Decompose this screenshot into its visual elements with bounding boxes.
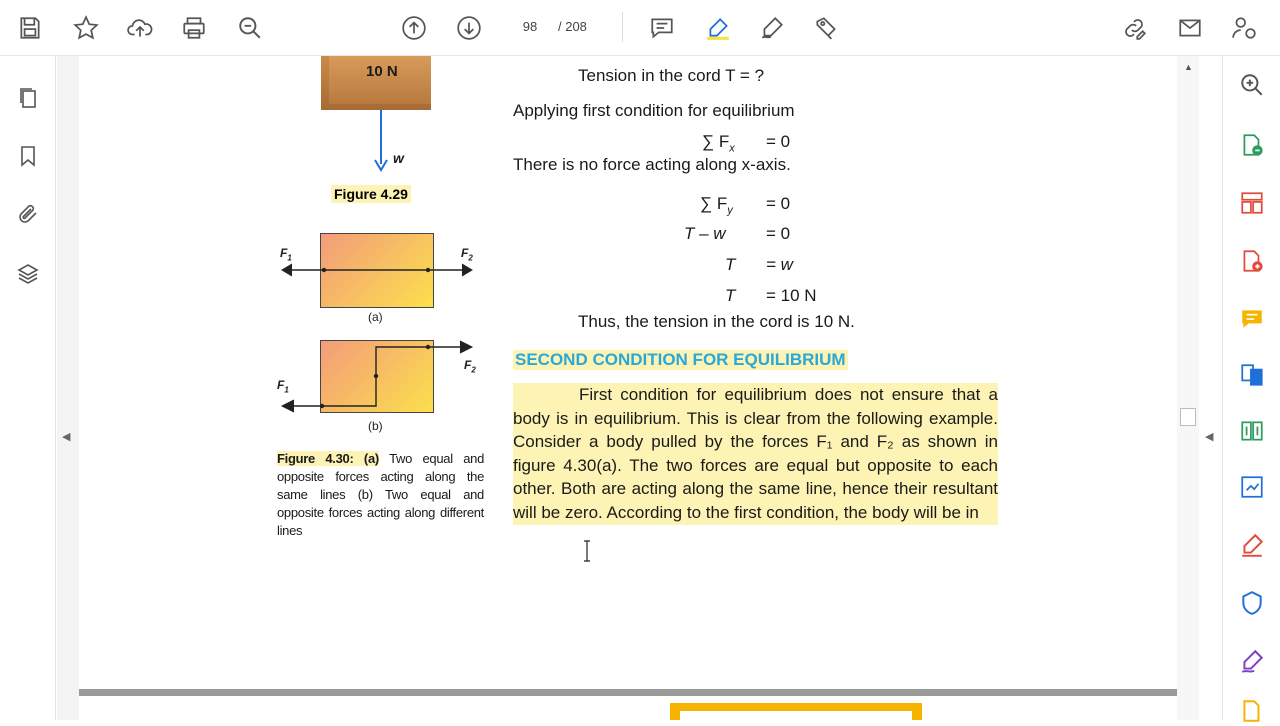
figure-b-f1-label: $F_1$ — [277, 378, 289, 395]
tension-question: Tension in the cord T = ? — [578, 66, 765, 85]
equation-t-minus-w-rhs: = 0 — [766, 224, 791, 243]
comment-tool-icon[interactable] — [1237, 304, 1267, 334]
equation-sum-fy: ∑ $F_y$ — [700, 194, 733, 217]
zoom-search-icon[interactable] — [1237, 70, 1267, 100]
bookmark-star-icon[interactable] — [70, 12, 102, 44]
second-condition-paragraph[interactable]: First condition for equilibrium does not ensure that a body is in equilibrium. This is clear from the following example. Consider a body pulled by the forces F₁ and F₂ as shown in figure 4.30(a). The two forces are equal but opposite to each other. Both are acting along the same line, hence their resultant will be zero. According to the first condition, the body will be in — [513, 383, 998, 525]
figure-a-f2-label: $F_2$ — [461, 246, 473, 263]
figure-a-f1-label: $F_1$ — [280, 246, 292, 263]
equation-sum-fx-rhs: = 0 — [766, 132, 791, 151]
scroll-thumb[interactable] — [1180, 408, 1196, 426]
link-edit-icon[interactable] — [1118, 12, 1150, 44]
highlight-icon[interactable] — [702, 12, 734, 44]
page-down-icon[interactable] — [453, 12, 485, 44]
figure-a-label: (a) — [368, 310, 383, 324]
applying-first-condition: Applying first condition for equilibrium — [513, 101, 795, 120]
no-force-x-axis: There is no force acting along x-axis. — [513, 155, 791, 174]
attachment-icon[interactable] — [12, 198, 44, 230]
vertical-scrollbar[interactable] — [1177, 56, 1199, 720]
page-up-icon[interactable] — [398, 12, 430, 44]
figure-4-29-caption: Figure 4.29 — [331, 185, 411, 203]
email-icon[interactable] — [1174, 12, 1206, 44]
save-icon[interactable] — [14, 12, 46, 44]
comment-icon[interactable] — [646, 12, 678, 44]
left-gutter — [57, 56, 79, 720]
page-total: / 208 — [558, 19, 587, 34]
figure-b-label: (b) — [368, 419, 383, 433]
compress-icon[interactable] — [1237, 416, 1267, 446]
export-pdf-icon[interactable] — [1237, 130, 1267, 160]
next-page-header-band — [670, 703, 922, 720]
weight-label: w — [393, 150, 404, 166]
top-toolbar — [0, 0, 1280, 56]
print-icon[interactable] — [178, 12, 210, 44]
left-navigation-rail — [0, 56, 56, 720]
figure-b-f2-label: $F_2$ — [464, 358, 476, 375]
edit-pdf-icon[interactable] — [1237, 472, 1267, 502]
collapse-left-panel-icon[interactable]: ◀ — [62, 431, 71, 443]
sign-icon[interactable] — [756, 12, 788, 44]
request-sign-icon[interactable] — [1237, 646, 1267, 676]
equation-sum-fy-rhs: = 0 — [766, 194, 791, 213]
zoom-out-icon[interactable] — [234, 12, 266, 44]
figure-b-forces — [278, 338, 478, 418]
convert-icon[interactable] — [1237, 360, 1267, 390]
layers-icon[interactable] — [12, 258, 44, 290]
share-user-icon[interactable] — [1228, 12, 1260, 44]
toolbar-divider — [622, 12, 623, 42]
figure-a-forces — [278, 255, 478, 285]
equation-t: T — [725, 255, 736, 274]
equation-t-rhs: = w — [766, 255, 793, 274]
protect-icon[interactable] — [1237, 588, 1267, 618]
scroll-up-arrow-icon[interactable]: ▲ — [1184, 62, 1193, 72]
equation-sum-fx: ∑ $F_x$ — [702, 132, 735, 155]
figure-4-30-caption: Figure 4.30: (a) Two equal and opposite forces acting along the same lines (b) Two equal and opposite forces acting along different lines — [277, 451, 484, 538]
equation-t-10n: T — [725, 286, 736, 305]
page-number-input[interactable]: 98 — [522, 19, 538, 34]
equation-t-10n-rhs: = 10 N — [766, 286, 817, 305]
thus-tension: Thus, the tension in the cord is 10 N. — [578, 312, 855, 331]
section-heading: SECOND CONDITION FOR EQUILIBRIUM — [515, 350, 846, 369]
stamp-icon[interactable] — [810, 12, 842, 44]
bookmark-icon[interactable] — [12, 140, 44, 172]
create-pdf-icon[interactable] — [1237, 246, 1267, 276]
upload-cloud-icon[interactable] — [124, 12, 156, 44]
equation-t-minus-w: T – w — [684, 224, 726, 243]
weight-arrow — [370, 110, 410, 174]
more-tools-icon[interactable] — [1237, 696, 1267, 726]
organize-pages-icon[interactable] — [1237, 188, 1267, 218]
block-weight-label: 10 N — [366, 63, 398, 80]
collapse-right-panel-icon[interactable]: ◀ — [1205, 431, 1214, 443]
fill-sign-icon[interactable] — [1237, 530, 1267, 560]
text-cursor-icon — [582, 540, 592, 562]
pages-icon[interactable] — [12, 82, 44, 114]
right-tools-rail — [1222, 56, 1280, 720]
page-separator — [79, 689, 1177, 696]
